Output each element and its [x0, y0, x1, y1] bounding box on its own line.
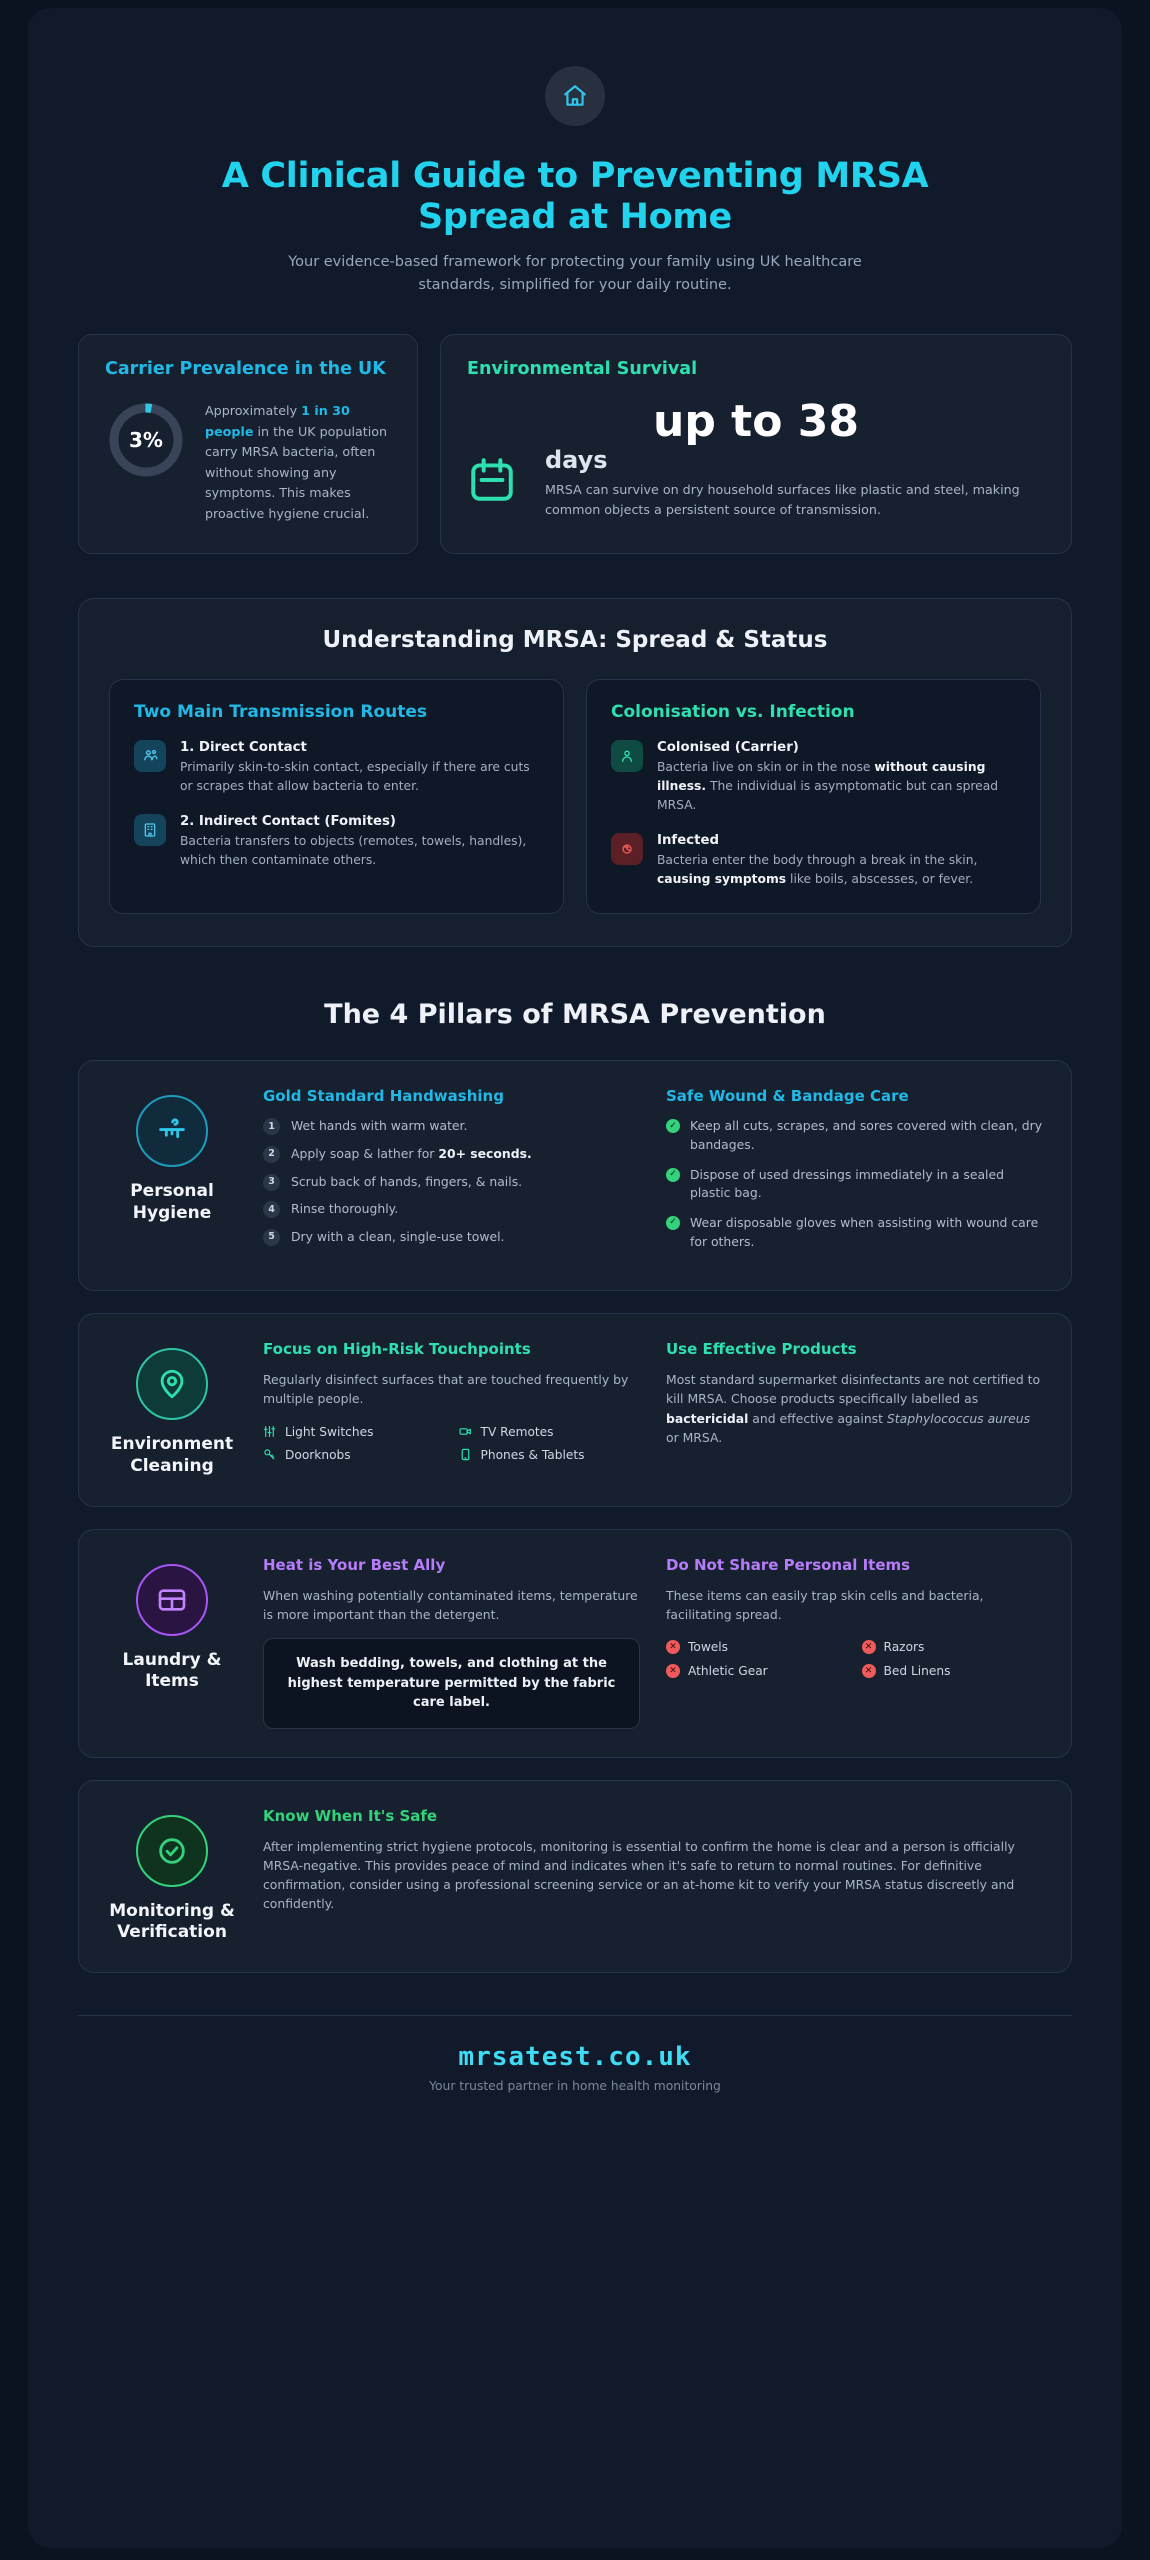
survival-body: MRSA can survive on dry household surfaces like plastic and steel, making common objects a persistent source of transmission.: [545, 481, 1020, 518]
sliders-icon: [263, 1425, 277, 1438]
footer-brand[interactable]: mrsatest.co.uk: [458, 2042, 692, 2073]
understanding-heading: Understanding MRSA: Spread & Status: [322, 626, 828, 653]
prevalence-text-post: in the UK population carry MRSA bacteria, often without showing any symptoms. This makes proactive hygiene crucial.: [205, 423, 388, 522]
status-colonised-heading: Colonised (Carrier): [657, 739, 799, 755]
transmission-indirect-heading: 2. Indirect Contact (Fomites): [180, 813, 396, 829]
carrier-prevalence-title: Carrier Prevalence in the UK: [105, 359, 386, 380]
infected-pre: Bacteria enter the body through a break in the skin,: [657, 853, 978, 868]
step-strong: 20+ seconds.: [438, 1146, 532, 1162]
understanding-section: [78, 598, 1072, 948]
check-icon: ✓: [666, 1168, 680, 1182]
pillar-2-name: Environment Cleaning: [110, 1434, 234, 1476]
status-infected-heading: Infected: [657, 833, 719, 849]
do-not-share-grid: [666, 1640, 1043, 1678]
products-strong: bactericidal: [666, 1410, 749, 1426]
transmission-routes-title: Two Main Transmission Routes: [134, 701, 428, 722]
pillar-3-left-title: Heat is Your Best Ally: [263, 1555, 446, 1574]
products-italic: Staphylococcus aureus: [886, 1410, 1031, 1426]
x-circle-icon: ✕: [666, 1640, 680, 1654]
transmission-direct-body: Primarily skin-to-skin contact, especially if there are cuts or scrapes that allow bacteria to enter.: [180, 759, 530, 793]
status-item-infected: [611, 833, 1016, 889]
list-item: [263, 1117, 640, 1136]
pillar-2-right-title: Use Effective Products: [666, 1340, 857, 1359]
list-item: [666, 1664, 848, 1678]
touchpoint-label: TV Remotes: [480, 1424, 554, 1439]
list-item: [263, 1448, 445, 1462]
colonised-strong: without causing illness.: [657, 759, 986, 793]
item-label: Bed Linens: [883, 1664, 951, 1679]
pillar-laundry-items: [78, 1529, 1072, 1758]
products-mid: and effective against: [748, 1410, 887, 1426]
pillar-2-left-title: Focus on High-Risk Touchpoints: [263, 1340, 531, 1359]
list-item: [666, 1640, 848, 1654]
step-number: 4: [263, 1201, 280, 1218]
carrier-prevalence-card: [78, 334, 418, 553]
list-item: [263, 1145, 640, 1164]
infected-strong: causing symptoms: [657, 872, 787, 887]
touchpoint-label: Doorknobs: [285, 1447, 351, 1462]
smartphone-icon: [459, 1448, 473, 1461]
step-number: 3: [263, 1174, 280, 1191]
status-colonised-body: [657, 758, 1016, 816]
colonised-pre: Bacteria live on skin or in the nose: [657, 759, 875, 774]
step-text: Dry with a clean, single-use towel.: [291, 1228, 505, 1244]
laundry-icon: [136, 1564, 208, 1636]
footer: [78, 2015, 1072, 2093]
list-item: [666, 1117, 1043, 1154]
pillar-1-left-title: Gold Standard Handwashing: [263, 1087, 504, 1106]
list-item: [263, 1173, 640, 1192]
transmission-routes-card: [109, 679, 564, 915]
products-post: or MRSA.: [666, 1429, 723, 1445]
check-text: Dispose of used dressings immediately in a sealed plastic bag.: [690, 1166, 1004, 1201]
pillar-environment-cleaning: [78, 1313, 1072, 1507]
page-subtitle: Your evidence-based framework for protecting your family using UK healthcare standards, simplified for your daily routine.: [288, 254, 862, 293]
pillar-4-name: Monitoring & Verification: [109, 1900, 235, 1943]
pillar-4-left-body: After implementing strict hygiene protocols, monitoring is essential to confirm the home is clear and a person is officially MRSA-negative. This provides peace of mind and indicates when it's safe to return to normal routines. For definitive confirmation, consider using a professional screening service or an at-home kit to verify your MRSA status discreetly and confidently.: [263, 1838, 1015, 1912]
transmission-item-direct: [134, 740, 539, 796]
touchpoint-label: Light Switches: [285, 1424, 374, 1439]
pillar-2-right-body: [666, 1370, 1043, 1447]
x-circle-icon: ✕: [862, 1640, 876, 1654]
pillar-2-left-body: Regularly disinfect surfaces that are touched frequently by multiple people.: [263, 1372, 629, 1407]
colonised-post: The individual is asymptomatic but can spread MRSA.: [657, 778, 999, 812]
stat-cards: [78, 334, 1072, 553]
person-icon: [611, 740, 643, 772]
check-text: Keep all cuts, scrapes, and sores covered with clean, dry bandages.: [690, 1118, 1043, 1153]
environmental-survival-card: [440, 334, 1072, 553]
prevalence-text-pre: Approximately: [205, 403, 302, 419]
list-item: [862, 1664, 1044, 1678]
list-item: [459, 1448, 641, 1462]
step-text: Rinse thoroughly.: [291, 1201, 399, 1217]
prevalence-donut-chart: [105, 399, 187, 481]
pillar-personal-hygiene: [78, 1060, 1072, 1291]
x-circle-icon: ✕: [666, 1664, 680, 1678]
colonisation-infection-title: Colonisation vs. Infection: [611, 701, 855, 722]
calendar-icon: [467, 447, 523, 509]
people-group-icon: [134, 740, 166, 772]
prevalence-value: 3%: [129, 428, 163, 453]
list-item: [666, 1214, 1043, 1251]
transmission-item-indirect: [134, 814, 539, 870]
item-label: Razors: [883, 1640, 925, 1655]
bacteria-icon: [611, 833, 643, 865]
pillar-1-name: Personal Hygiene: [130, 1181, 214, 1224]
status-item-colonised: [611, 740, 1016, 816]
item-label: Athletic Gear: [688, 1664, 768, 1679]
building-icon: [134, 814, 166, 846]
carrier-prevalence-body: [205, 399, 391, 524]
video-camera-icon: [459, 1425, 473, 1438]
list-item: [862, 1640, 1044, 1654]
pillar-3-left-body: When washing potentially contaminated items, temperature is more important than the detergent.: [263, 1587, 638, 1622]
home-icon: [545, 66, 605, 126]
pillar-3-right-title: Do Not Share Personal Items: [666, 1555, 911, 1574]
list-item: [263, 1425, 445, 1439]
list-item: [263, 1228, 640, 1247]
location-pin-icon: [136, 1348, 208, 1420]
list-item: [666, 1166, 1043, 1203]
wound-care-checks: [666, 1117, 1043, 1251]
handwashing-steps: [263, 1117, 640, 1246]
pillar-monitoring-verification: [78, 1780, 1072, 1974]
status-infected-body: [657, 851, 1016, 889]
pillar-1-right-title: Safe Wound & Bandage Care: [666, 1087, 909, 1106]
check-circle-icon: [136, 1815, 208, 1887]
key-icon: [263, 1448, 277, 1461]
infographic-sheet: [28, 8, 1122, 2548]
step-number: 1: [263, 1118, 280, 1135]
list-item: [263, 1200, 640, 1219]
step-text: Wet hands with warm water.: [291, 1118, 468, 1134]
prevalence-highlight: 1 in 30 people: [205, 403, 350, 439]
colonisation-infection-card: [586, 679, 1041, 915]
touchpoints-grid: [263, 1425, 640, 1462]
pillar-3-name: Laundry & Items: [122, 1649, 222, 1692]
item-label: Towels: [688, 1640, 729, 1655]
step-text: Apply soap & lather for: [291, 1146, 439, 1162]
pillar-3-right-body: These items can easily trap skin cells and bacteria, facilitating spread.: [666, 1587, 984, 1622]
infected-post: like boils, abscesses, or fever.: [786, 872, 974, 887]
step-text: Scrub back of hands, fingers, & nails.: [291, 1173, 523, 1189]
step-number: 5: [263, 1229, 280, 1246]
touchpoint-label: Phones & Tablets: [480, 1447, 585, 1462]
step-number: 2: [263, 1146, 280, 1163]
laundry-callout: Wash bedding, towels, and clothing at the highest temperature permitted by the fabric care label.: [263, 1638, 640, 1729]
check-icon: ✓: [666, 1216, 680, 1230]
survival-unit: days: [545, 446, 608, 475]
list-item: [459, 1425, 641, 1439]
survival-big-number: up to 38: [653, 396, 859, 448]
page-title: A Clinical Guide to Preventing MRSA Spread at Home: [221, 156, 929, 237]
transmission-indirect-body: Bacteria transfers to objects (remotes, towels, handles), which then contaminate others.: [180, 833, 527, 868]
hero-header: [78, 48, 1072, 296]
check-icon: ✓: [666, 1119, 680, 1133]
environmental-survival-title: Environmental Survival: [467, 359, 698, 380]
transmission-direct-heading: 1. Direct Contact: [180, 739, 307, 755]
x-circle-icon: ✕: [862, 1664, 876, 1678]
handwashing-icon: [136, 1095, 208, 1167]
pillar-4-left-title: Know When It's Safe: [263, 1806, 438, 1825]
pillars-heading: The 4 Pillars of MRSA Prevention: [324, 999, 826, 1031]
products-pre: Most standard supermarket disinfectants are not certified to kill MRSA. Choose products specifically labelled as: [666, 1372, 1041, 1407]
footer-tagline: Your trusted partner in home health monitoring: [429, 2079, 721, 2094]
check-text: Wear disposable gloves when assisting with wound care for others.: [690, 1214, 1039, 1249]
